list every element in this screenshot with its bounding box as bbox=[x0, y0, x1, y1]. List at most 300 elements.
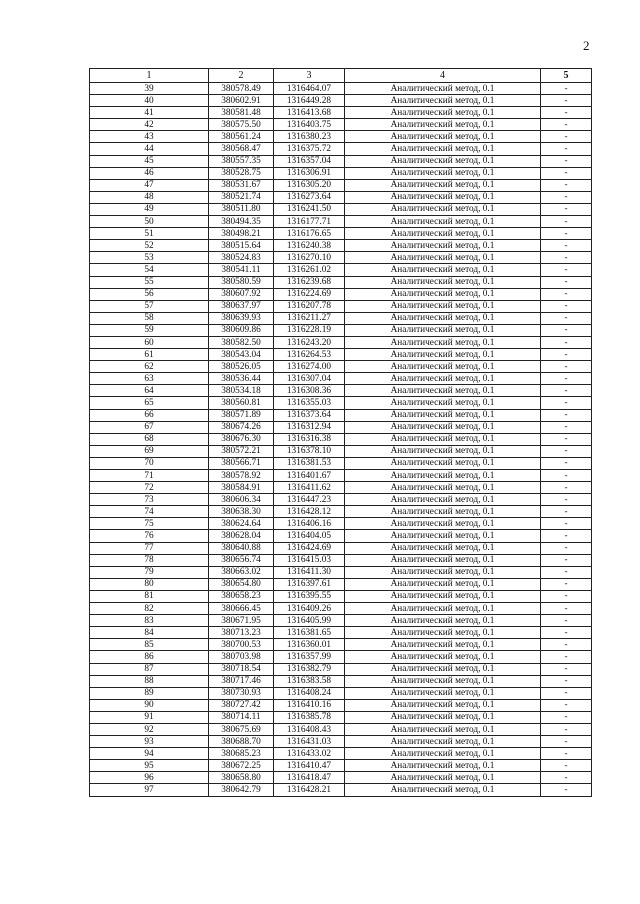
table-cell: Аналитический метод, 0.1 bbox=[345, 590, 541, 602]
table-cell: Аналитический метод, 0.1 bbox=[345, 711, 541, 723]
table-cell: - bbox=[541, 228, 592, 240]
table-cell: 44 bbox=[90, 143, 209, 155]
table-row bbox=[90, 95, 592, 107]
table-cell: 380536.44 bbox=[209, 373, 274, 385]
table-cell: - bbox=[541, 482, 592, 494]
table-cell: 1316428.21 bbox=[274, 784, 345, 796]
table-cell: 81 bbox=[90, 590, 209, 602]
table-cell: 67 bbox=[90, 421, 209, 433]
table-cell: Аналитический метод, 0.1 bbox=[345, 349, 541, 361]
table-cell: - bbox=[541, 627, 592, 639]
table-cell: 1316404.05 bbox=[274, 530, 345, 542]
table-cell: 380511.80 bbox=[209, 203, 274, 215]
table-cell: 59 bbox=[90, 324, 209, 336]
table-cell: 55 bbox=[90, 276, 209, 288]
table-cell: Аналитический метод, 0.1 bbox=[345, 760, 541, 772]
table-cell: Аналитический метод, 0.1 bbox=[345, 494, 541, 506]
table-cell: 1316243.20 bbox=[274, 336, 345, 348]
table-cell: - bbox=[541, 699, 592, 711]
table-cell: 1316433.02 bbox=[274, 748, 345, 760]
table-cell: 91 bbox=[90, 711, 209, 723]
table-cell: 94 bbox=[90, 748, 209, 760]
table-row bbox=[90, 530, 592, 542]
table-cell: 1316410.16 bbox=[274, 699, 345, 711]
table-row bbox=[90, 760, 592, 772]
table-row bbox=[90, 300, 592, 312]
table-row bbox=[90, 324, 592, 336]
table-row bbox=[90, 566, 592, 578]
table-row bbox=[90, 373, 592, 385]
table-cell: - bbox=[541, 397, 592, 409]
table-cell: 1316305.20 bbox=[274, 179, 345, 191]
table-cell: Аналитический метод, 0.1 bbox=[345, 784, 541, 796]
table-cell: 1316464.07 bbox=[274, 83, 345, 95]
table-cell: 1316428.12 bbox=[274, 506, 345, 518]
table-cell: Аналитический метод, 0.1 bbox=[345, 457, 541, 469]
table-row bbox=[90, 494, 592, 506]
table-cell: 95 bbox=[90, 760, 209, 772]
table-cell: - bbox=[541, 554, 592, 566]
table-cell: Аналитический метод, 0.1 bbox=[345, 264, 541, 276]
table-cell: 86 bbox=[90, 651, 209, 663]
table-cell: Аналитический метод, 0.1 bbox=[345, 288, 541, 300]
table-row bbox=[90, 699, 592, 711]
table-cell: 1316381.53 bbox=[274, 457, 345, 469]
table-cell: 1316403.75 bbox=[274, 119, 345, 131]
table-cell: Аналитический метод, 0.1 bbox=[345, 276, 541, 288]
table-cell: 43 bbox=[90, 131, 209, 143]
table-cell: Аналитический метод, 0.1 bbox=[345, 167, 541, 179]
table-cell: 380581.48 bbox=[209, 107, 274, 119]
table-row bbox=[90, 772, 592, 784]
table-row bbox=[90, 191, 592, 203]
table-cell: 1316406.16 bbox=[274, 518, 345, 530]
table-cell: Аналитический метод, 0.1 bbox=[345, 421, 541, 433]
table-cell: 1316415.03 bbox=[274, 554, 345, 566]
table-cell: Аналитический метод, 0.1 bbox=[345, 107, 541, 119]
table-cell: 50 bbox=[90, 216, 209, 228]
table-row bbox=[90, 675, 592, 687]
table-row bbox=[90, 155, 592, 167]
table-cell: 1316383.58 bbox=[274, 675, 345, 687]
table-cell: Аналитический метод, 0.1 bbox=[345, 324, 541, 336]
table-row bbox=[90, 421, 592, 433]
table-cell: Аналитический метод, 0.1 bbox=[345, 336, 541, 348]
table-cell: Аналитический метод, 0.1 bbox=[345, 191, 541, 203]
table-cell: 77 bbox=[90, 542, 209, 554]
table-cell: 1316273.64 bbox=[274, 191, 345, 203]
table-row bbox=[90, 506, 592, 518]
table-row bbox=[90, 397, 592, 409]
table-cell: 61 bbox=[90, 349, 209, 361]
table-cell: 1316241.50 bbox=[274, 203, 345, 215]
table-cell: 1316177.71 bbox=[274, 216, 345, 228]
table-cell: 380494.35 bbox=[209, 216, 274, 228]
table-row bbox=[90, 119, 592, 131]
table-cell: 380674.26 bbox=[209, 421, 274, 433]
table-cell: 1316261.02 bbox=[274, 264, 345, 276]
table-cell: 53 bbox=[90, 252, 209, 264]
table-cell: Аналитический метод, 0.1 bbox=[345, 748, 541, 760]
table-row bbox=[90, 748, 592, 760]
column-header: 2 bbox=[209, 69, 274, 83]
table-cell: 380566.71 bbox=[209, 457, 274, 469]
table-row bbox=[90, 554, 592, 566]
table-cell: 1316431.03 bbox=[274, 736, 345, 748]
table-cell: 40 bbox=[90, 95, 209, 107]
table-cell: 380675.69 bbox=[209, 723, 274, 735]
table-cell: Аналитический метод, 0.1 bbox=[345, 639, 541, 651]
table-cell: 1316418.47 bbox=[274, 772, 345, 784]
table-cell: 68 bbox=[90, 433, 209, 445]
table-cell: - bbox=[541, 421, 592, 433]
table-cell: Аналитический метод, 0.1 bbox=[345, 119, 541, 131]
table-cell: 1316447.23 bbox=[274, 494, 345, 506]
table-row bbox=[90, 542, 592, 554]
table-row bbox=[90, 687, 592, 699]
table-cell: - bbox=[541, 506, 592, 518]
table-row bbox=[90, 361, 592, 373]
table-row bbox=[90, 107, 592, 119]
column-header: 4 bbox=[345, 69, 541, 83]
table-cell: 79 bbox=[90, 566, 209, 578]
table-cell: 380727.42 bbox=[209, 699, 274, 711]
table-cell: - bbox=[541, 445, 592, 457]
table-cell: - bbox=[541, 264, 592, 276]
table-cell: 89 bbox=[90, 687, 209, 699]
table-cell: 380541.11 bbox=[209, 264, 274, 276]
table-row bbox=[90, 409, 592, 421]
table-cell: 1316357.04 bbox=[274, 155, 345, 167]
table-cell: 1316375.72 bbox=[274, 143, 345, 155]
table-cell: 1316207.78 bbox=[274, 300, 345, 312]
column-header: 3 bbox=[274, 69, 345, 83]
table-cell: 380624.64 bbox=[209, 518, 274, 530]
table-cell: Аналитический метод, 0.1 bbox=[345, 603, 541, 615]
table-cell: Аналитический метод, 0.1 bbox=[345, 95, 541, 107]
table-cell: - bbox=[541, 167, 592, 179]
table-cell: 1316355.03 bbox=[274, 397, 345, 409]
table-cell: - bbox=[541, 300, 592, 312]
table-cell: 78 bbox=[90, 554, 209, 566]
table-cell: 1316401.67 bbox=[274, 470, 345, 482]
table-cell: 380609.86 bbox=[209, 324, 274, 336]
table-cell: - bbox=[541, 457, 592, 469]
table-cell: Аналитический метод, 0.1 bbox=[345, 554, 541, 566]
table-cell: - bbox=[541, 349, 592, 361]
table-cell: 88 bbox=[90, 675, 209, 687]
table-cell: - bbox=[541, 433, 592, 445]
table-cell: 380663.02 bbox=[209, 566, 274, 578]
table-row bbox=[90, 240, 592, 252]
table-cell: 380700.53 bbox=[209, 639, 274, 651]
table-cell: 80 bbox=[90, 578, 209, 590]
table-cell: - bbox=[541, 191, 592, 203]
table-cell: 1316408.43 bbox=[274, 723, 345, 735]
table-cell: 1316373.64 bbox=[274, 409, 345, 421]
table-row bbox=[90, 784, 592, 796]
table-cell: 380672.25 bbox=[209, 760, 274, 772]
table-cell: 380676.30 bbox=[209, 433, 274, 445]
table-cell: - bbox=[541, 107, 592, 119]
table-cell: 380606.34 bbox=[209, 494, 274, 506]
table-cell: 1316413.68 bbox=[274, 107, 345, 119]
table-row bbox=[90, 336, 592, 348]
table-cell: 51 bbox=[90, 228, 209, 240]
coordinates-table bbox=[89, 68, 592, 797]
table-cell: Аналитический метод, 0.1 bbox=[345, 627, 541, 639]
table-cell: - bbox=[541, 155, 592, 167]
table-cell: 1316380.23 bbox=[274, 131, 345, 143]
table-cell: 60 bbox=[90, 336, 209, 348]
table-row bbox=[90, 723, 592, 735]
table-row bbox=[90, 312, 592, 324]
table-cell: - bbox=[541, 312, 592, 324]
table-cell: 64 bbox=[90, 385, 209, 397]
table-cell: 1316360.01 bbox=[274, 639, 345, 651]
table-cell: - bbox=[541, 711, 592, 723]
table-cell: - bbox=[541, 603, 592, 615]
table-cell: Аналитический метод, 0.1 bbox=[345, 409, 541, 421]
table-row bbox=[90, 603, 592, 615]
table-cell: 380557.35 bbox=[209, 155, 274, 167]
table-cell: 76 bbox=[90, 530, 209, 542]
table-cell: 75 bbox=[90, 518, 209, 530]
table-cell: 380703.98 bbox=[209, 651, 274, 663]
table-cell: Аналитический метод, 0.1 bbox=[345, 216, 541, 228]
table-cell: - bbox=[541, 361, 592, 373]
table-cell: - bbox=[541, 748, 592, 760]
table-row bbox=[90, 131, 592, 143]
table-cell: 1316312.94 bbox=[274, 421, 345, 433]
table-cell: 1316449.28 bbox=[274, 95, 345, 107]
table-row bbox=[90, 518, 592, 530]
table-cell: - bbox=[541, 336, 592, 348]
table-cell: Аналитический метод, 0.1 bbox=[345, 518, 541, 530]
table-cell: - bbox=[541, 615, 592, 627]
table-cell: 63 bbox=[90, 373, 209, 385]
table-cell: 49 bbox=[90, 203, 209, 215]
table-cell: 380607.92 bbox=[209, 288, 274, 300]
table-cell: 1316307.04 bbox=[274, 373, 345, 385]
table-cell: Аналитический метод, 0.1 bbox=[345, 445, 541, 457]
table-cell: 380685.23 bbox=[209, 748, 274, 760]
table-cell: 47 bbox=[90, 179, 209, 191]
table-cell: 1316381.65 bbox=[274, 627, 345, 639]
table-cell: 1316408.24 bbox=[274, 687, 345, 699]
table-row bbox=[90, 276, 592, 288]
table-cell: 380578.49 bbox=[209, 83, 274, 95]
table-cell: - bbox=[541, 566, 592, 578]
table-cell: 380688.70 bbox=[209, 736, 274, 748]
table-cell: 1316308.36 bbox=[274, 385, 345, 397]
table-cell: Аналитический метод, 0.1 bbox=[345, 651, 541, 663]
table-cell: 380656.74 bbox=[209, 554, 274, 566]
table-body bbox=[90, 83, 592, 797]
table-cell: 85 bbox=[90, 639, 209, 651]
table-cell: 380575.50 bbox=[209, 119, 274, 131]
table-cell: 380637.97 bbox=[209, 300, 274, 312]
table-row bbox=[90, 639, 592, 651]
table-cell: 380713.23 bbox=[209, 627, 274, 639]
table-cell: Аналитический метод, 0.1 bbox=[345, 736, 541, 748]
table-cell: 380528.75 bbox=[209, 167, 274, 179]
table-cell: 380714.11 bbox=[209, 711, 274, 723]
table-cell: 82 bbox=[90, 603, 209, 615]
table-cell: Аналитический метод, 0.1 bbox=[345, 361, 541, 373]
table-cell: Аналитический метод, 0.1 bbox=[345, 397, 541, 409]
table-row bbox=[90, 482, 592, 494]
table-cell: 380571.89 bbox=[209, 409, 274, 421]
table-row bbox=[90, 736, 592, 748]
table-cell: Аналитический метод, 0.1 bbox=[345, 663, 541, 675]
table-cell: 380521.74 bbox=[209, 191, 274, 203]
table-cell: - bbox=[541, 760, 592, 772]
table-cell: 1316378.10 bbox=[274, 445, 345, 457]
table-row bbox=[90, 143, 592, 155]
table-cell: 66 bbox=[90, 409, 209, 421]
table-cell: 380654.80 bbox=[209, 578, 274, 590]
table-row bbox=[90, 615, 592, 627]
table-row bbox=[90, 711, 592, 723]
table-cell: 1316239.68 bbox=[274, 276, 345, 288]
table-cell: - bbox=[541, 723, 592, 735]
table-cell: - bbox=[541, 119, 592, 131]
table-cell: 380628.04 bbox=[209, 530, 274, 542]
table-cell: - bbox=[541, 675, 592, 687]
table-row bbox=[90, 349, 592, 361]
table-cell: 1316424.69 bbox=[274, 542, 345, 554]
table-cell: - bbox=[541, 409, 592, 421]
table-cell: Аналитический метод, 0.1 bbox=[345, 675, 541, 687]
table-cell: - bbox=[541, 216, 592, 228]
table-cell: 380666.45 bbox=[209, 603, 274, 615]
table-cell: - bbox=[541, 639, 592, 651]
table-cell: Аналитический метод, 0.1 bbox=[345, 228, 541, 240]
table-cell: 380498.21 bbox=[209, 228, 274, 240]
table-cell: 84 bbox=[90, 627, 209, 639]
table-cell: 380572.21 bbox=[209, 445, 274, 457]
table-row bbox=[90, 651, 592, 663]
table-cell: - bbox=[541, 470, 592, 482]
table-cell: Аналитический метод, 0.1 bbox=[345, 506, 541, 518]
table-cell: 1316409.26 bbox=[274, 603, 345, 615]
table-cell: Аналитический метод, 0.1 bbox=[345, 83, 541, 95]
table-cell: Аналитический метод, 0.1 bbox=[345, 312, 541, 324]
table-row bbox=[90, 663, 592, 675]
table-cell: 90 bbox=[90, 699, 209, 711]
table-cell: 380671.95 bbox=[209, 615, 274, 627]
table-header-row bbox=[90, 69, 592, 83]
table-cell: 54 bbox=[90, 264, 209, 276]
table-cell: 57 bbox=[90, 300, 209, 312]
table-row bbox=[90, 228, 592, 240]
table-cell: 1316395.55 bbox=[274, 590, 345, 602]
table-cell: 52 bbox=[90, 240, 209, 252]
table-row bbox=[90, 288, 592, 300]
table-cell: 72 bbox=[90, 482, 209, 494]
table-cell: 380602.91 bbox=[209, 95, 274, 107]
table-cell: 1316411.30 bbox=[274, 566, 345, 578]
table-row bbox=[90, 252, 592, 264]
table-cell: 46 bbox=[90, 167, 209, 179]
table-cell: 1316410.47 bbox=[274, 760, 345, 772]
table-cell: 1316224.69 bbox=[274, 288, 345, 300]
table-cell: Аналитический метод, 0.1 bbox=[345, 240, 541, 252]
table-cell: 48 bbox=[90, 191, 209, 203]
table-cell: 42 bbox=[90, 119, 209, 131]
table-cell: - bbox=[541, 203, 592, 215]
table-cell: - bbox=[541, 95, 592, 107]
table-cell: - bbox=[541, 772, 592, 784]
table-cell: 1316385.78 bbox=[274, 711, 345, 723]
table-cell: Аналитический метод, 0.1 bbox=[345, 252, 541, 264]
table-cell: Аналитический метод, 0.1 bbox=[345, 300, 541, 312]
table-cell: 69 bbox=[90, 445, 209, 457]
table-cell: Аналитический метод, 0.1 bbox=[345, 687, 541, 699]
table-row bbox=[90, 264, 592, 276]
table-cell: 380639.93 bbox=[209, 312, 274, 324]
table-cell: 380718.54 bbox=[209, 663, 274, 675]
table-cell: 1316411.62 bbox=[274, 482, 345, 494]
table-cell: 70 bbox=[90, 457, 209, 469]
table-cell: 1316211.27 bbox=[274, 312, 345, 324]
table-cell: 1316405.99 bbox=[274, 615, 345, 627]
table-cell: - bbox=[541, 83, 592, 95]
table-cell: - bbox=[541, 518, 592, 530]
table-cell: Аналитический метод, 0.1 bbox=[345, 155, 541, 167]
table-cell: - bbox=[541, 373, 592, 385]
table-cell: Аналитический метод, 0.1 bbox=[345, 179, 541, 191]
table-cell: 87 bbox=[90, 663, 209, 675]
table-cell: 1316270.10 bbox=[274, 252, 345, 264]
table-cell: - bbox=[541, 651, 592, 663]
table-cell: Аналитический метод, 0.1 bbox=[345, 373, 541, 385]
table-cell: 45 bbox=[90, 155, 209, 167]
table-cell: 1316240.38 bbox=[274, 240, 345, 252]
table-cell: - bbox=[541, 143, 592, 155]
table-cell: 380578.92 bbox=[209, 470, 274, 482]
table-cell: - bbox=[541, 542, 592, 554]
table-cell: - bbox=[541, 590, 592, 602]
table-cell: 1316306.91 bbox=[274, 167, 345, 179]
table-cell: 1316176.65 bbox=[274, 228, 345, 240]
table-cell: Аналитический метод, 0.1 bbox=[345, 615, 541, 627]
table-cell: - bbox=[541, 240, 592, 252]
table-cell: - bbox=[541, 687, 592, 699]
table-cell: 1316357.99 bbox=[274, 651, 345, 663]
table-cell: 1316382.79 bbox=[274, 663, 345, 675]
table-row bbox=[90, 433, 592, 445]
table-cell: 380582.50 bbox=[209, 336, 274, 348]
table-cell: Аналитический метод, 0.1 bbox=[345, 542, 541, 554]
table-cell: 380560.81 bbox=[209, 397, 274, 409]
table-cell: 73 bbox=[90, 494, 209, 506]
table-cell: - bbox=[541, 578, 592, 590]
table-cell: - bbox=[541, 736, 592, 748]
table-cell: Аналитический метод, 0.1 bbox=[345, 578, 541, 590]
table-cell: 380531.67 bbox=[209, 179, 274, 191]
table-cell: 1316274.00 bbox=[274, 361, 345, 373]
table-row bbox=[90, 203, 592, 215]
table-cell: - bbox=[541, 494, 592, 506]
table-cell: Аналитический метод, 0.1 bbox=[345, 470, 541, 482]
table-cell: - bbox=[541, 131, 592, 143]
table-cell: 380638.30 bbox=[209, 506, 274, 518]
page-number: 2 bbox=[583, 38, 590, 53]
table-cell: 39 bbox=[90, 83, 209, 95]
table-cell: 96 bbox=[90, 772, 209, 784]
